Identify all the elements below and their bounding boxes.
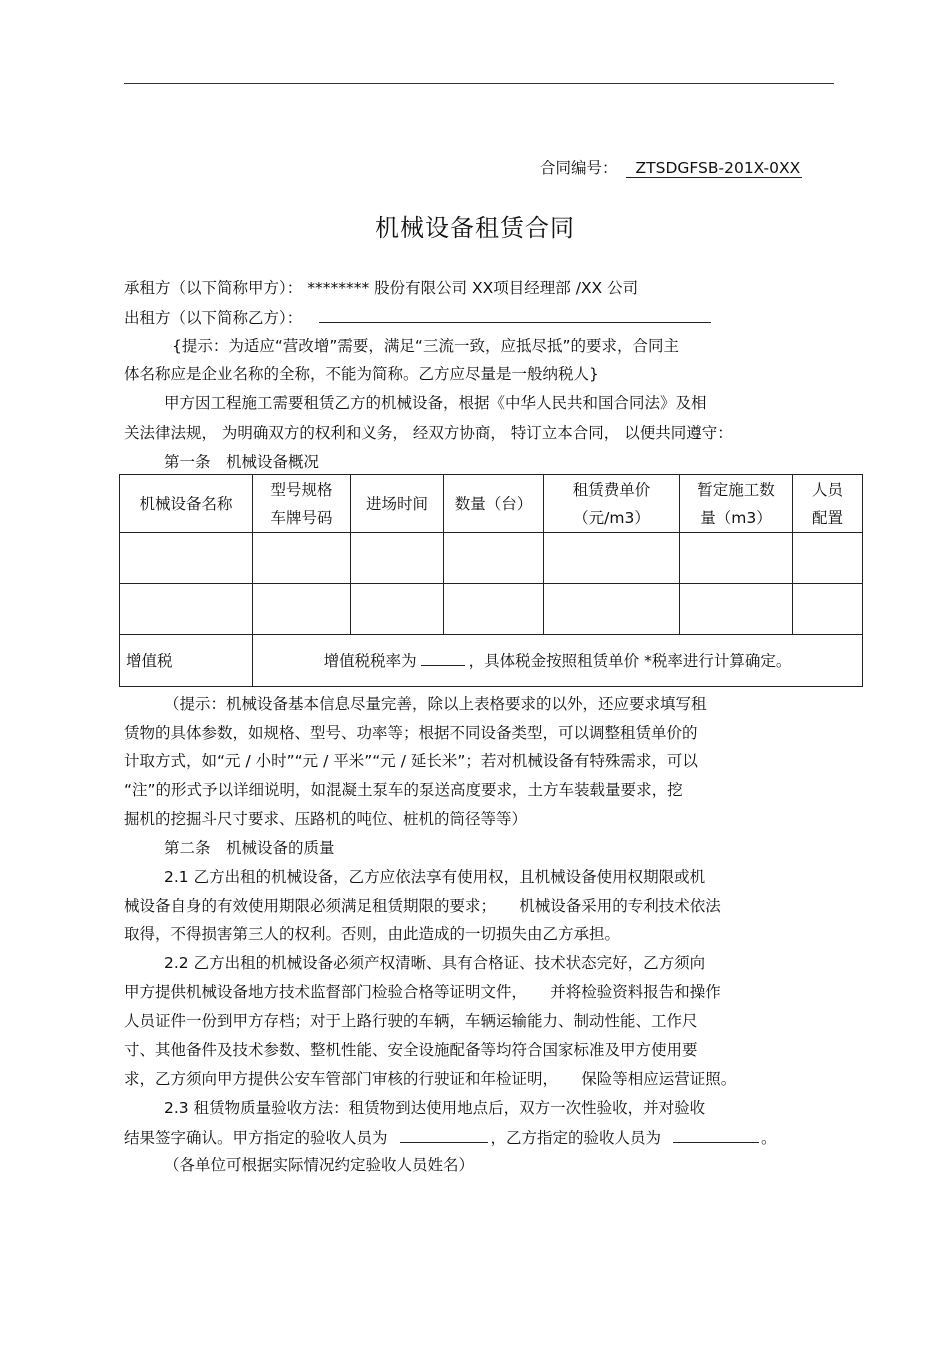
- header-equipment-name: 机械设备名称: [120, 475, 253, 533]
- clause-2-3-text-c: 。: [761, 1129, 777, 1147]
- clause-2-3-text-b: ，乙方指定的验收人员为: [490, 1129, 662, 1147]
- vat-label: 增值税: [120, 635, 253, 687]
- header-unit-price: 租赁费单价 （元/m3）: [544, 475, 680, 533]
- lessee-label: 承租方（以下简称甲方）：: [124, 279, 303, 297]
- lessor-inspector-blank[interactable]: [673, 1126, 759, 1143]
- clause-2-1-line-3: 取得，不得损害第三人的权利。否则，由此造成的一切损失由乙方承担。: [124, 925, 621, 943]
- note-line-4: “注”的形式予以详细说明，如混凝土泵车的泵送高度要求，土方车装载量要求，挖: [124, 781, 683, 799]
- header-work-quantity: 暂定施工数 量（m3）: [680, 475, 793, 533]
- header-model-plate: 型号规格 车牌号码: [253, 475, 351, 533]
- note-line-2: 赁物的具体参数，如规格、型号、功率等；根据不同设备类型，可以调整租赁单价的: [124, 724, 698, 742]
- table-cell[interactable]: [120, 533, 253, 584]
- intro-line-3: 甲方因工程施工需要租赁乙方的机械设备，根据《中华人民共和国合同法》及相: [164, 394, 707, 412]
- table-cell[interactable]: [680, 584, 793, 635]
- header-rule: [124, 83, 834, 84]
- clause-2-2-line-4: 寸、其他备件及技术参数、整机性能、安全设施配备等均符合国家标准及甲方使用要: [124, 1041, 698, 1059]
- intro-line-1: {提示：为适应“营改增”需要，满足“三流一致，应抵尽抵”的要求，合同主: [172, 337, 679, 355]
- intro-line-4: 关法律法规， 为明确双方的权利和义务， 经双方协商， 特订立本合同， 以便共同遵守：: [124, 424, 733, 442]
- lessor-label: 出租方（以下简称乙方）：: [124, 309, 303, 327]
- clause-2-2-line-5: 求，乙方须向甲方提供公安车管部门审核的行驶证和年检证明， 保险等相应运营证照。: [124, 1070, 737, 1088]
- table-cell[interactable]: [120, 584, 253, 635]
- clause-2-3-line-3: （各单位可根据实际情况约定验收人员姓名）: [164, 1156, 475, 1174]
- note-line-5: 掘机的挖掘斗尺寸要求、压路机的吨位、桩机的筒径等等）: [124, 810, 528, 828]
- lessor-line: [124, 306, 836, 329]
- table-row: [120, 533, 863, 584]
- contract-number-label: 合同编号：: [540, 159, 618, 177]
- clause-2-3-line-1: 2.3 租赁物质量验收方法：租赁物到达使用地点后，双方一次性验收，并对验收: [164, 1099, 706, 1117]
- clause-2-3-line-2: [124, 1126, 836, 1149]
- contract-number-value: ZTSDGFSB-201X-0XX: [626, 159, 803, 178]
- contract-number: [540, 156, 802, 178]
- clause-2-1-line-2: 械设备自身的有效使用期限必须满足租赁期限的要求； 机械设备采用的专利技术依法: [124, 897, 721, 915]
- note-line-3: 计取方式，如“元 / 小时”“元 / 平米”“元 / 延长米”；若对机械设备有特殊需求，可以: [124, 752, 698, 770]
- lessee-inspector-blank[interactable]: [400, 1126, 488, 1143]
- table-cell[interactable]: [680, 533, 793, 584]
- clause-2-1-line-1: 2.1 乙方出租的机械设备，乙方应依法享有使用权，且机械设备使用权期限或机: [164, 868, 706, 886]
- header-quantity: 数量（台）: [444, 475, 544, 533]
- table-cell[interactable]: [351, 533, 444, 584]
- table-cell[interactable]: [253, 584, 351, 635]
- clause-2-2-line-2: 甲方提供机械设备地方技术监督部门检验合格等证明文件， 并将检验资料报告和操作: [124, 983, 721, 1001]
- lessor-blank[interactable]: [319, 306, 711, 323]
- equipment-table: [119, 474, 863, 687]
- table-cell[interactable]: [793, 533, 863, 584]
- note-line-1: （提示：机械设备基本信息尽量完善，除以上表格要求的以外，还应要求填写租: [164, 695, 707, 713]
- lessee-line: [124, 277, 836, 299]
- clause-2-3-text-a: 结果签字确认。甲方指定的验收人员为: [124, 1129, 388, 1147]
- vat-row: [120, 635, 863, 687]
- table-cell[interactable]: [544, 584, 680, 635]
- table-row: [120, 584, 863, 635]
- vat-text: 增值税税率为 ，具体税金按照租赁单价 *税率进行计算确定。: [253, 635, 863, 687]
- article-2-heading: 第二条 机械设备的质量: [164, 839, 335, 857]
- table-cell[interactable]: [544, 533, 680, 584]
- lessee-value: ******** 股份有限公司 XX项目经理部 /XX 公司: [307, 279, 639, 297]
- table-cell[interactable]: [444, 584, 544, 635]
- document-title: 机械设备租赁合同: [375, 214, 575, 242]
- article-1-heading: 第一条 机械设备概况: [164, 453, 320, 471]
- vat-rate-blank[interactable]: [421, 649, 465, 666]
- table-cell[interactable]: [793, 584, 863, 635]
- clause-2-2-line-1: 2.2 乙方出租的机械设备必须产权清晰、具有合格证、技术状态完好，乙方须向: [164, 954, 706, 972]
- clause-2-2-line-3: 人员证件一份到甲方存档；对于上路行驶的车辆，车辆运输能力、制动性能、工作尺: [124, 1012, 698, 1030]
- table-cell[interactable]: [351, 584, 444, 635]
- header-entry-time: 进场时间: [351, 475, 444, 533]
- table-cell[interactable]: [444, 533, 544, 584]
- table-cell[interactable]: [253, 533, 351, 584]
- header-staffing: 人员 配置: [793, 475, 863, 533]
- table-header-row: [120, 475, 863, 533]
- intro-line-2: 体名称应是企业名称的全称，不能为简称。乙方应尽量是一般纳税人}: [124, 365, 599, 383]
